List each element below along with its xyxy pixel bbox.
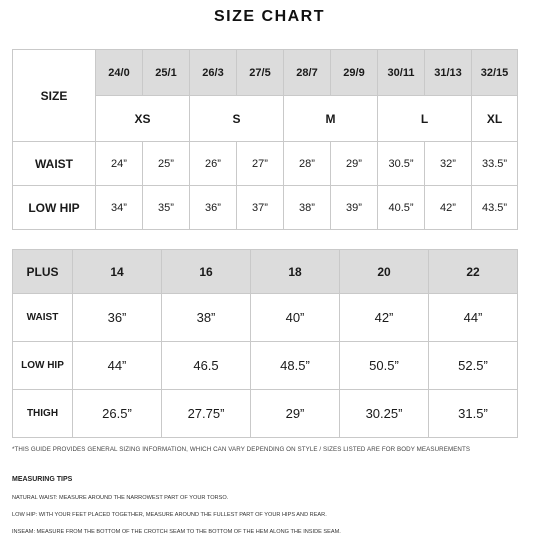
table-row [13,142,518,186]
measurement-cell: 42” [340,294,429,342]
measurement-cell: 36” [190,186,237,230]
letter-size-cell: M [284,96,378,142]
numeric-size-cell: 32/15 [472,50,518,96]
numeric-size-cell: 25/1 [143,50,190,96]
plus-size-cell: 16 [162,250,251,294]
table-row [13,294,518,342]
measuring-tip: NATURAL WAIST: MEASURE AROUND THE NARROWEST PART OF YOUR TORSO. [12,495,229,501]
plus-size-cell: 14 [73,250,162,294]
measurement-cell: 40” [251,294,340,342]
row-label: LOW HIP [13,342,73,390]
numeric-size-cell: 31/13 [425,50,472,96]
table-row [13,186,518,230]
measurement-cell: 30.25” [340,390,429,438]
measurement-cell: 30.5” [378,142,425,186]
measurement-cell: 38” [284,186,331,230]
letter-size-cell: L [378,96,472,142]
measurement-cell: 50.5” [340,342,429,390]
measurement-cell: 29” [331,142,378,186]
measurement-cell: 48.5” [251,342,340,390]
plus-size-cell: 22 [429,250,518,294]
measurement-cell: 24” [96,142,143,186]
measurement-cell: 36” [73,294,162,342]
measurement-cell: 42” [425,186,472,230]
measurement-cell: 37” [237,186,284,230]
measurement-cell: 29” [251,390,340,438]
plus-size-cell: 20 [340,250,429,294]
numeric-size-cell: 30/11 [378,50,425,96]
plus-header-cell: PLUS [13,250,73,294]
numeric-size-cell: 29/9 [331,50,378,96]
numeric-size-cell: 27/5 [237,50,284,96]
measurement-cell: 27” [237,142,284,186]
size-header-cell: SIZE [13,50,96,142]
measurement-cell: 38” [162,294,251,342]
letter-size-cell: XL [472,96,518,142]
row-label: LOW HIP [13,186,96,230]
measurement-cell: 33.5” [472,142,518,186]
measurement-cell: 25” [143,142,190,186]
row-label: WAIST [13,142,96,186]
letter-size-cell: S [190,96,284,142]
measurement-cell: 28” [284,142,331,186]
row-label: WAIST [13,294,73,342]
size-chart-table [12,49,518,230]
measurement-cell: 26” [190,142,237,186]
measurement-cell: 34” [96,186,143,230]
numeric-size-cell: 28/7 [284,50,331,96]
plus-size-chart-table [12,249,518,438]
numeric-size-cell: 24/0 [96,50,143,96]
numeric-size-cell: 26/3 [190,50,237,96]
measurement-cell: 31.5” [429,390,518,438]
letter-size-cell: XS [96,96,190,142]
measurement-cell: 39” [331,186,378,230]
sizing-footnote: *THIS GUIDE PROVIDES GENERAL SIZING INFORMATION, WHICH CAN VARY DEPENDING ON STYLE / SIZES LISTED ARE FOR BODY MEASUREMENTS [12,446,471,453]
measuring-tip: INSEAM: MEASURE FROM THE BOTTOM OF THE CROTCH SEAM TO THE BOTTOM OF THE HEM ALONG THE INSIDE SEAM. [12,529,341,535]
measurement-cell: 27.75” [162,390,251,438]
measuring-tip: LOW HIP: WITH YOUR FEET PLACED TOGETHER, MEASURE AROUND THE FULLEST PART OF YOUR HIPS AND REAR. [12,512,327,518]
row-label: THIGH [13,390,73,438]
measurement-cell: 46.5 [162,342,251,390]
measurement-cell: 35” [143,186,190,230]
table-row [13,342,518,390]
measurement-cell: 44” [73,342,162,390]
measurement-cell: 52.5” [429,342,518,390]
measurement-cell: 26.5” [73,390,162,438]
measurement-cell: 32” [425,142,472,186]
measuring-tips-title: MEASURING TIPS [12,476,73,483]
table-row [13,390,518,438]
measurement-cell: 44” [429,294,518,342]
measurement-cell: 40.5” [378,186,425,230]
page-title: SIZE CHART [214,8,325,25]
measurement-cell: 43.5” [472,186,518,230]
plus-size-cell: 18 [251,250,340,294]
